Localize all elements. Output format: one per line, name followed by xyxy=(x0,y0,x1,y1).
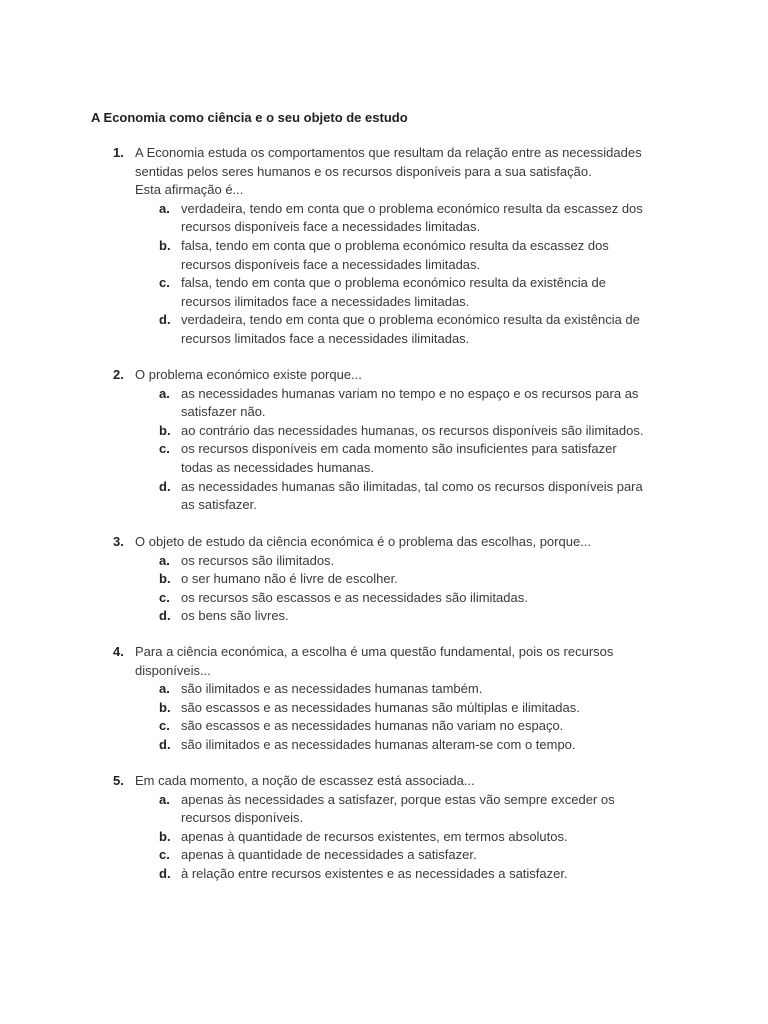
option-text-line: são ilimitados e as necessidades humanas alteram-se com o tempo. xyxy=(181,736,576,752)
option-text-line: satisfazer não. xyxy=(181,404,266,420)
question-text xyxy=(135,772,693,791)
answer-option-d xyxy=(159,865,693,884)
question-text xyxy=(135,366,693,385)
answer-options xyxy=(113,680,693,754)
option-text-line: são ilimitados e as necessidades humanas também. xyxy=(181,681,483,697)
question-number: 2. xyxy=(113,367,124,382)
answer-option-b xyxy=(159,699,693,718)
option-text-line: todas as necessidades humanas. xyxy=(181,459,374,475)
question-text-line: O objeto de estudo da ciência económica é o problema das escolhas, porque... xyxy=(135,534,592,549)
question-text-line: O problema económico existe porque... xyxy=(135,367,362,382)
answer-option-d xyxy=(159,607,693,626)
option-text-line: as satisfazer. xyxy=(181,497,257,513)
option-text-line: ao contrário das necessidades humanas, os recursos disponíveis são ilimitados. xyxy=(181,422,644,438)
option-letter: b. xyxy=(159,699,171,715)
answer-options xyxy=(113,552,693,626)
answer-option-a xyxy=(159,200,693,237)
answer-option-c xyxy=(159,846,693,865)
question-5 xyxy=(113,772,693,884)
question-text xyxy=(135,144,693,200)
option-letter: d. xyxy=(159,865,171,881)
question-1 xyxy=(113,144,693,349)
option-text-line: são escassos e as necessidades humanas não variam no espaço. xyxy=(181,718,564,734)
option-text-line: recursos disponíveis face a necessidades limitadas. xyxy=(181,219,481,235)
option-text-line: recursos disponíveis. xyxy=(181,810,304,826)
option-letter: b. xyxy=(159,571,171,587)
option-text-line: falsa, tendo em conta que o problema económico resulta da escassez dos xyxy=(181,237,609,253)
answer-option-c xyxy=(159,717,693,736)
question-3 xyxy=(113,533,693,626)
answer-option-d xyxy=(159,311,693,348)
answer-option-a xyxy=(159,791,693,828)
option-text-line: os recursos disponíveis em cada momento são insuficientes para satisfazer xyxy=(181,441,617,457)
option-text-line: os recursos são escassos e as necessidades são ilimitadas. xyxy=(181,589,528,605)
option-letter: c. xyxy=(159,847,170,863)
option-text-line: os recursos são ilimitados. xyxy=(181,552,335,568)
option-letter: b. xyxy=(159,422,171,438)
question-text-line: sentidas pelos seres humanos e os recursos disponíveis para a sua satisfação. xyxy=(135,163,592,179)
answer-option-d xyxy=(159,478,693,515)
question-2 xyxy=(113,366,693,515)
answer-option-b xyxy=(159,422,693,441)
answer-options xyxy=(113,385,693,515)
option-letter: a. xyxy=(159,681,170,697)
option-text-line: o ser humano não é livre de escolher. xyxy=(181,571,398,587)
answer-options xyxy=(113,791,693,884)
answer-options xyxy=(113,200,693,349)
answer-option-a xyxy=(159,552,693,571)
answer-option-a xyxy=(159,680,693,699)
option-text-line: apenas à quantidade de recursos existentes, em termos absolutos. xyxy=(181,828,568,844)
answer-option-c xyxy=(159,440,693,477)
option-text-line: recursos ilimitados face a necessidades limitadas. xyxy=(181,293,470,309)
option-text-line: falsa, tendo em conta que o problema económico resulta da existência de xyxy=(181,275,606,291)
option-letter: c. xyxy=(159,718,170,734)
question-text-line: Para a ciência económica, a escolha é uma questão fundamental, pois os recursos xyxy=(135,644,614,659)
option-letter: d. xyxy=(159,478,171,494)
answer-option-d xyxy=(159,736,693,755)
question-text-line: A Economia estuda os comportamentos que resultam da relação entre as necessidades xyxy=(135,145,642,160)
option-letter: b. xyxy=(159,237,171,253)
option-letter: c. xyxy=(159,589,170,605)
option-letter: b. xyxy=(159,828,171,844)
option-letter: c. xyxy=(159,275,170,291)
answer-option-b xyxy=(159,828,693,847)
question-number: 3. xyxy=(113,534,124,549)
answer-option-b xyxy=(159,570,693,589)
option-letter: a. xyxy=(159,791,170,807)
answer-option-c xyxy=(159,274,693,311)
option-text-line: os bens são livres. xyxy=(181,608,289,624)
question-number: 1. xyxy=(113,145,124,160)
question-number: 5. xyxy=(113,773,124,788)
answer-option-a xyxy=(159,385,693,422)
option-text-line: apenas à quantidade de necessidades a satisfazer. xyxy=(181,847,477,863)
option-letter: d. xyxy=(159,608,171,624)
option-letter: d. xyxy=(159,736,171,752)
option-text-line: recursos limitados face a necessidades ilimitadas. xyxy=(181,330,470,346)
option-letter: a. xyxy=(159,200,170,216)
option-letter: c. xyxy=(159,441,170,457)
question-number: 4. xyxy=(113,644,124,659)
option-text-line: à relação entre recursos existentes e as necessidades a satisfazer. xyxy=(181,865,568,881)
question-text-line: Esta afirmação é... xyxy=(135,182,244,198)
question-4 xyxy=(113,643,693,755)
answer-option-c xyxy=(159,589,693,608)
option-letter: a. xyxy=(159,552,170,568)
option-text-line: apenas às necessidades a satisfazer, porque estas vão sempre exceder os xyxy=(181,791,615,807)
question-text xyxy=(135,533,693,552)
option-text-line: são escassos e as necessidades humanas são múltiplas e ilimitadas. xyxy=(181,699,580,715)
option-letter: a. xyxy=(159,385,170,401)
option-text-line: as necessidades humanas são ilimitadas, tal como os recursos disponíveis para xyxy=(181,478,643,494)
question-text-line: disponíveis... xyxy=(135,662,211,678)
option-text-line: recursos disponíveis face a necessidades limitadas. xyxy=(181,256,481,272)
page-title: A Economia como ciência e o seu objeto de estudo xyxy=(91,110,408,125)
option-letter: d. xyxy=(159,312,171,328)
question-text xyxy=(135,643,693,680)
option-text-line: verdadeira, tendo em conta que o problema económico resulta da escassez dos xyxy=(181,200,643,216)
option-text-line: as necessidades humanas variam no tempo e no espaço e os recursos para as xyxy=(181,385,639,401)
option-text-line: verdadeira, tendo em conta que o problema económico resulta da existência de xyxy=(181,312,640,328)
answer-option-b xyxy=(159,237,693,274)
question-text-line: Em cada momento, a noção de escassez está associada... xyxy=(135,773,475,788)
